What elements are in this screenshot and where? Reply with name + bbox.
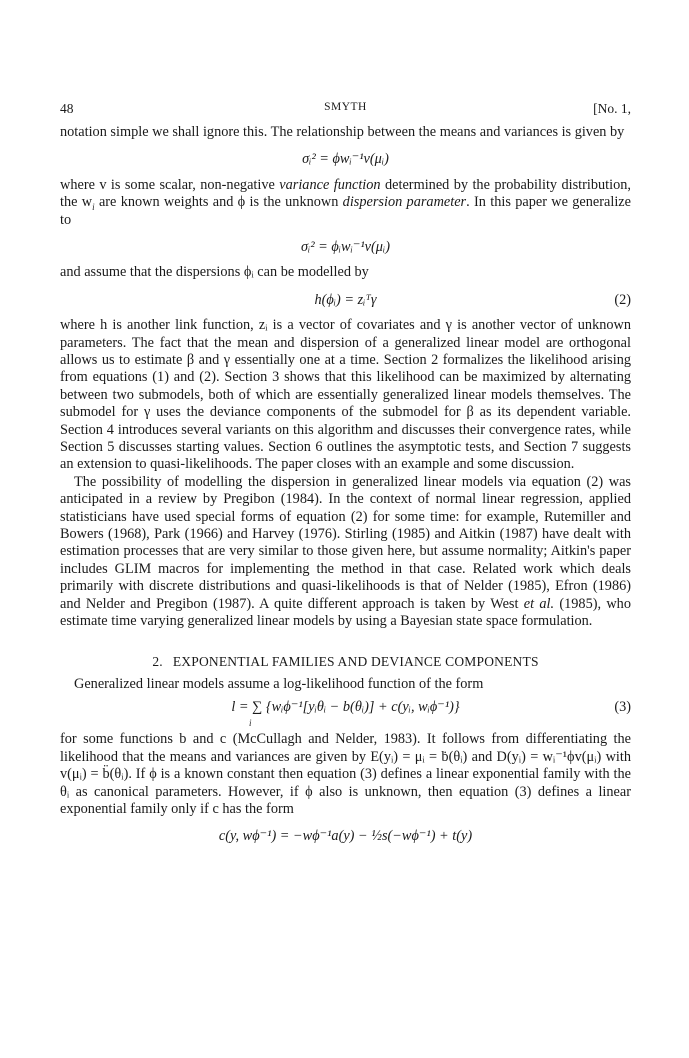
running-head: SMYTH <box>324 101 367 113</box>
section-number: 2. <box>152 653 163 669</box>
text-run: where v is some scalar, non-negative <box>60 176 280 193</box>
equation-c-form <box>60 828 631 845</box>
paragraph: Generalized linear models assume a log-likelihood function of the form <box>74 675 484 692</box>
paragraph: where v is some scalar, non-negative variance function determined by the probability distribution, the $w_i$ are known weights and ϕ is the unknown dispersion parameter. In this paper we generalize to <box>60 176 631 228</box>
issue-reference: [No. 1, <box>593 101 631 116</box>
text-run: determined by the probability distribution, the w <box>60 176 631 211</box>
article-body <box>60 124 631 854</box>
paragraph <box>60 474 631 631</box>
equation-text: h(ϕᵢ) = zᵢᵀγ <box>314 291 377 308</box>
equation-variance-generalized <box>60 239 631 256</box>
emphasis-text: et al. <box>523 595 555 612</box>
section-heading <box>60 653 631 670</box>
emphasis-text: dispersion parameter <box>342 194 467 211</box>
equation-text: σᵢ² = ϕᵢwᵢ⁻¹v(μᵢ) <box>301 239 390 256</box>
paragraph: notation simple we shall ignore this. The relationship between the means and variances is given by <box>60 124 625 140</box>
equation-text: σᵢ² = ϕwᵢ⁻¹v(μᵢ) <box>302 151 389 168</box>
equation-number: (2) <box>614 291 631 308</box>
equation-text: l = ∑ {wᵢϕ⁻¹[yᵢθᵢ − b(θᵢ)] + c(yᵢ, wᵢϕ⁻¹)} <box>231 699 460 716</box>
equation-3 <box>60 699 631 729</box>
page-header <box>60 101 631 119</box>
paragraph: where h is another link function, zᵢ is a vector of covariates and γ is another vector of unknown parameters. The fact that the mean and dispersion of a generalized linear model are orthogonal allows us to estimate β and γ essentially one at a time. Section 2 formalizes the likelihood arising from equations (1) and (2). Section 3 shows that this likelihood can be maximized by alternating between two submodels, both of which are essentially generalized linear models themselves. The submodel for γ uses the deviance components of the submodel for β as its dependent variable. Section 4 introduces several variants on this algorithm and discusses their convergence rates, while Section 5 discusses starting values. Section 6 outlines the asymptotic tests, and Section 7 suggests an extension to quasi-likelihoods. The paper closes with an example and some discussion. <box>60 317 631 473</box>
text-run: The possibility of modelling the dispersion in generalized linear models via equation (2) was anticipated in a review by Pregibon (1984). In the context of normal linear regression, applied statisticians have used special forms of equation (2) for some time: for example, Rutemiller and Bowers (1968), Park (1966) and Harvey (1976). Stirling (1985) and Aitkin (1987) have dealt with estimation processes that are very similar to those given here, but assume normality; Aitkin's paper includes GLIM macros for implementing the method in that case. Related work which deals primarily with discrete distributions and quasi-likelihoods is that of Nelder (1985), Efron (1986) and Nelder and Pregibon (1987). A quite different approach is taken by West <box>60 473 631 612</box>
text-run: (1985), who estimate time varying generalized linear models by using a Bayesian state space formulation. <box>60 595 631 630</box>
equation-2 <box>60 292 631 309</box>
text-run: are known weights and ϕ is the unknown <box>94 194 343 211</box>
summation-index: i <box>249 718 252 729</box>
paragraph: for some functions b and c (McCullagh and Nelder, 1983). It follows from differentiating the likelihood that the means and variances are given by E(yᵢ) = μᵢ = ḃ(θᵢ) and D(yᵢ) = wᵢ⁻¹ϕv(μᵢ) with v(μᵢ) = b̈(θᵢ). If ϕ is a known constant then equation (3) defines a linear exponential family with the θᵢ as canonical parameters. However, if ϕ also is unknown, then equation (3) defines a linear exponential family only if c has the form <box>60 731 631 817</box>
paragraph: and assume that the dispersions ϕᵢ can be modelled by <box>60 264 369 281</box>
section-title: EXPONENTIAL FAMILIES AND DEVIANCE COMPONENTS <box>172 653 539 669</box>
text-run: . In this paper we generalize to <box>60 194 631 228</box>
equation-text: c(y, wϕ⁻¹) = −wϕ⁻¹a(y) − ½s(−wϕ⁻¹) + t(y) <box>218 828 473 845</box>
page-number: 48 <box>60 101 74 116</box>
emphasis-text: variance function <box>279 176 381 193</box>
equation-number: (3) <box>614 699 631 716</box>
equation-variance <box>60 151 631 168</box>
